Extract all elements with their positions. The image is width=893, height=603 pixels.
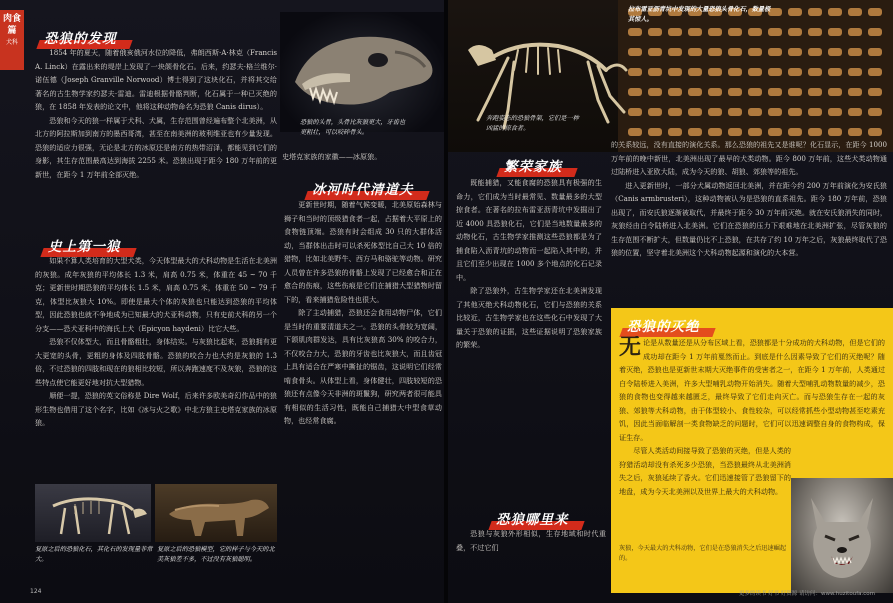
heading-discovery: 恐狼的发现 — [44, 27, 117, 47]
heading-ice-age-scavenger: 冰河时代清道夫 — [312, 178, 414, 198]
footer-note: 更多的读书 好书 好资源 请访问：www.huzitoufa.com — [738, 591, 875, 597]
paragraph: 的关系较远，没有直接的演化关系。那么恐狼的祖先又是谁呢？化石显示，在距今 1000 万年前的晚中新世，北美洲出现了最早的犬类动物。距今 800 万年前，这些犬类动物通过陆桥进入亚欧大陆，成为今天的狼、胡狼、郊狼等的祖先。 — [611, 140, 887, 176]
section-tab — [0, 10, 24, 70]
left-page — [0, 0, 444, 603]
paragraph: 更新世时期，随着气候变暖，北美原始森林与狮子和当时的顶级猎食者一起，占据着大平原上的食物链顶端。恐狼有时会组成 30 只的大群体活动，当群体出击时可以杀死体型比自己大 10 倍的猎物，比如北美野牛、西方马和骆驼等动物。研究人员曾在许多恐狼的骨骼上发现了已经愈合和正在愈合的伤痕，这些伤痕是它们在捕猎大型猎物时留下的，看来捕猎危险性也很大。 — [284, 200, 442, 304]
paragraph: 如果不算人类培育的大型犬类，今天体型最大的犬科动物是生活在北美洲的灰狼。成年灰狼的平均体长 1.3 米，肩高 0.75 米，体重在 45 ~ 70 千克；更新世时期恐狼的平均体长 1.5 米，肩高 0.75 米，体重在 50 ~ 79 千克，体型比灰狼大 10%。即使是最大个体的灰狼也只能达到恐狼的平均体型，因此恐狼也就不争地成为已知最大的犬亚科动物，只有史前犬科的另一个分支——恐犬亚科中的海氏上犬（Epicyon haydeni）比它大些。 — [35, 256, 277, 333]
paragraph: 既能捕猎，又能食腐的恐狼具有极强的生命力，它们成为当时最常见、数量最多的大型掠食者。在著名的拉布雷亚沥青坑中发掘出了近 4000 具恐狼化石，它们是当地数量最多的动物化石，古生物学家推测这些恐狼都是为了捕食陷入沥青坑的动物而一起陷入其中的，并且它们至少出现在 1000 多个地点的化石记录中。 — [456, 178, 602, 282]
skeleton-caption: 奔跑姿态的恐狼骨架，它们是一种凶猛的掠食者。 — [486, 115, 579, 132]
heading-thriving-family: 繁荣家族 — [504, 155, 562, 175]
right-page — [448, 0, 893, 603]
gray-wolf-photo — [791, 478, 893, 593]
page-number: 124 — [30, 588, 42, 595]
dire-wolf-model-photo — [155, 484, 277, 542]
heading-extinction: 恐狼的灭绝 — [627, 315, 700, 335]
paragraph: 除了主动捕猎，恐狼还会食用动物尸体，它们是当时的重要清道夫之一。恐狼的头骨较为宽阔，下颌肌肉群发达，具有比灰狼高 30% 的咬合力，不仅咬合力大，恐狼的牙齿也比灰狼大，而且齿冠上具有适合在严寒中撕扯的锯齿，这说明它们经常啃食骨头。从体型上看，身体健壮，四肢较短的恐狼还有点像今天非洲的斑鬣狗，研究两者很可能具有相似的生活习性，既能自己捕猎大中型食草动物，也经常食腐。 — [284, 308, 442, 425]
paragraph: 1854 年的夏天，随着俄亥俄河水位的降低，弗朗西斯·A·林克（Francis A. Linck）在露出来的堤岸上发现了一块颌骨化石。后来，约瑟夫·格兰维尔·诺伍德（Joseph Granville Norwood）博士得到了这块化石，并将其交给著名的古生物学家约瑟夫·雷迪。雷迪根据骨骼判断，化石属于一种已灭绝的狼，在 1858 年发表的论文中，他将这种动物命名为恐狼 Canis dirus）。 — [35, 48, 277, 111]
paragraph: 史塔克家族的家徽——冰原狼。 — [282, 152, 382, 161]
paragraph: 尽管人类活动间接导致了恐狼的灭绝，但是人类的狩猎活动却没有杀死多少恐狼，当恐狼最终从北美洲消失之后，灰狼延续了香火。它们迅速接管了恐狼留下的地盘，成为今天北美洲以及世界上最大的犬科动物。 — [619, 446, 791, 496]
sigil-text — [282, 150, 442, 164]
fossil-caption: 复原之后的恐狼化石，其化石的发现量非常大。 — [35, 546, 153, 563]
skull-wall-caption: 拉布雷亚沥青坑中发现的大量恐狼头骨化石，数量极其惊人。 — [628, 6, 771, 23]
paragraph: 进入更新世时，一部分犬属动物返回北美洲，并在距今约 200 万年前演化为安氏狼（Canis armbrusteri），这种动物被认为是恐狼的直系祖先。距今 180 万年前，恐狼出现了，而安氏狼逐渐被取代，并最终于距今 30 万年前灭绝。就在安氏狼消失的同时，灰狼经由白令陆桥进入北美洲。它们在恐狼的压力下艰难地在北美洲扩张，尽管灰狼的生存范围不断扩大，但数量仍比不上恐狼，在共存了约 10 万年之后，灰狼最终取代了恐狼的位置，坚守着北美洲这个犬科动物起源和演化的大本营。 — [611, 180, 888, 257]
gray-wolf-caption: 灰狼，今天最大的犬科动物，它们是在恐狼消失之后迅速崛起的。 — [619, 545, 787, 562]
section-tab-sub: 犬科 — [5, 39, 18, 47]
paragraph: 恐狼和今天的狼一样属于犬科、犬属，生存范围曾经遍布整个北美洲，从北方的阿拉斯加到南方的墨西哥湾，甚至在南美洲的玻利维亚也有少量发现。恐狼的适应力很强，无论是北方的冰原还是南方的热带沼泽，都能见到它们的身影，其生存范围最高达到海拔 2255 米。恐狼出现于距今 180 万年前的更新世，在距今 1 万年前全部灭绝。 — [35, 115, 277, 179]
dire-wolf-skull-photo — [280, 12, 444, 132]
paragraph: 恐狼不仅体型大，而且骨骼粗壮，身体结实。与灰狼比起来，恐狼拥有更大更宽的头骨，更粗的身体及四肢骨骼。恐狼的咬合力也大约是灰狼的 1.3 倍，不过恐狼的四肢和现在的狼相比较短，所以奔跑速度不及灰狼，恐狼的这些特点使它能更好地对抗大型猎物。 — [35, 337, 277, 387]
drop-cap: 无 — [619, 336, 642, 360]
origin-continued-text — [611, 138, 887, 260]
extinction-sidebar — [611, 308, 893, 593]
skull-caption: 恐狼的头骨，头骨比灰狼更大，牙齿也更粗壮，可以咬碎骨头。 — [300, 119, 406, 136]
heading-biggest-wolf: 史上第一狼 — [48, 235, 121, 255]
heading-origin: 恐狼哪里来 — [496, 508, 569, 528]
section-tab-title: 肉食篇 — [2, 14, 21, 36]
discovery-text — [35, 46, 277, 181]
biggest-wolf-text — [35, 254, 277, 430]
thriving-family-text — [456, 176, 602, 510]
paragraph: 恐狼与灰狼外形相似，生存地域和时代重叠，不过它们 — [456, 529, 606, 552]
scavenger-text — [284, 198, 442, 558]
paragraph: 顺便一提，恐狼的英文俗称是 Dire Wolf，后来许多欧美奇幻作品中的狼形生物也借用了这个名字，比如《冰与火之歌》中北方狼主史塔克家族的冰原狼。 — [35, 391, 277, 427]
paragraph: 论是从数量还是从分布区域上看，恐狼都是十分成功的犬科动物，但是它们的成功却在距今 1 万年前戛然而止。到底是什么因素导致了它们的灭绝呢？随着灭绝，恐狼也是更新世末期大灭绝事件的受害者之一，在距今 1 万年前，人类通过白令陆桥进入美洲，许多大型哺乳动物开始消失。随着大型哺乳动物数量的减少，恐狼的食物也变得越来越匮乏，最终导致了它们走向灭亡。而与恐狼生存在一起的灰狼、郊狼等犬科动物，由于体型较小、食性较杂，可以经常抓些小型动物甚至吃素充饥，因此当面临解剖一类食物缺乏的问题时，它们可以迅速调整自身的食物构成，保证生存。 — [619, 338, 885, 442]
model-caption: 复原之后的恐狼模型，它的样子与今天的北美灰狼差不多，不过没有灰狼聪明。 — [157, 546, 275, 563]
origin-text — [456, 527, 606, 554]
skeleton-fossil-photo — [35, 484, 151, 542]
paragraph: 除了恐狼外，古生物学家还在北美洲发现了其他灭绝犬科动物化石，它们与恐狼的关系比较近，古生物学家也在这些化石中发现了大量关于恐狼的证据，这些证据说明了恐狼家族的繁荣。 — [456, 286, 602, 349]
